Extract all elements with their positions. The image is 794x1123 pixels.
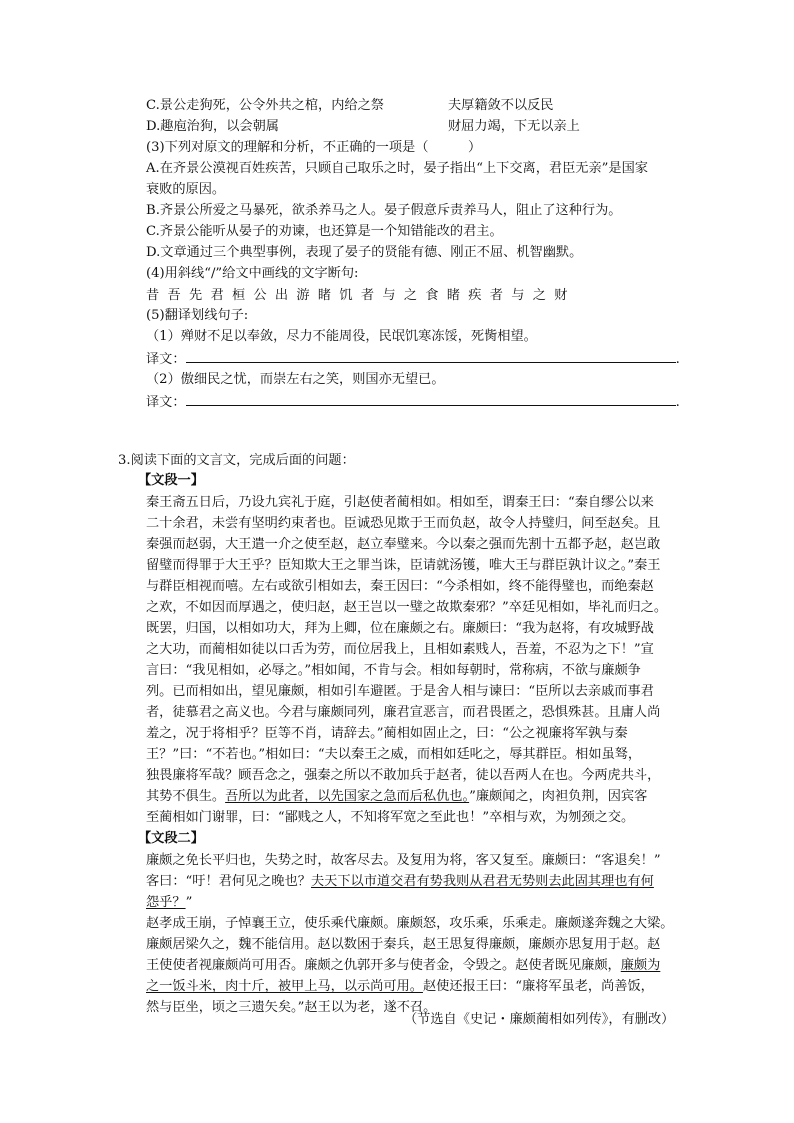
option-d-left: D.趣庖治狗，以会朝属	[146, 119, 279, 134]
passage-2-line: 廉颇居梁久之，魏不能信用。赵以数困于秦兵，赵王思复得廉颇，廉颇亦思复用于赵。赵	[146, 937, 661, 952]
underlined-sentence-translate: 廉颇为	[620, 958, 661, 973]
question-3-option-d: D.文章通过三个典型事例，表现了晏子的贤能有德、刚正不屈、机智幽默。	[146, 245, 583, 260]
passage-1-label: 【文段一】	[138, 473, 204, 488]
question-5-stem: (5)翻译划线句子:	[146, 308, 249, 323]
passage-1-line: 独畏廉将军哉？顾吾念之，强秦之所以不敢加兵于赵者，徒以吾两人在也。今两虎共斗，	[146, 768, 661, 783]
translation-label: 译文：	[146, 352, 186, 367]
passage-2-line-with-underline: 之一饭斗米，肉十斤，被甲上马，以示尚可用。赵使还报王曰：“廉将军虽老，尚善饭，	[146, 979, 654, 994]
question-4-stem: (4)用斜线“/”给文中画线的文字断句:	[146, 266, 359, 281]
passage-1-line: 列。已而相如出，望见廉颇，相如引车避匿。于是舍人相与谏曰：“臣所以去亲戚而事君	[146, 684, 654, 699]
passage-2-line: 赵孝成王崩，子悼襄王立，使乐乘代廉颇。廉颇怒，攻乐乘，乐乘走。廉颇遂奔魏之大梁。	[146, 916, 674, 931]
passage-1-line: 秦强而赵弱，大王遣一介之使至赵，赵立奉璧来。今以秦之强而先割十五都予赵，赵岂敢	[146, 537, 661, 552]
question-3-option-c: C.齐景公能听从晏子的劝谏，也还算是一个知错能改的君主。	[146, 224, 503, 239]
translation-label: 译文：	[146, 395, 186, 410]
passage-1-line: 之欢，不如因而厚遇之，使归赵，赵王岂以一璧之故欺秦邪？”卒廷见相如，毕礼而归之。	[146, 600, 668, 615]
translation-answer-line-2[interactable]	[186, 391, 676, 406]
option-c-right: 夫厚籍敛不以反民	[448, 98, 554, 113]
underlined-sentence-translate-cont: 之一饭斗米，肉十斤，被甲上马，以示尚可用。	[146, 979, 423, 994]
translation-row-1: 译文： .	[146, 348, 680, 370]
question-3-stem: (3)下列对原文的理解和分析，不正确的一项是（ ）	[146, 140, 482, 155]
passage-1-line: 留璧而得罪于大王乎？臣知欺大王之罪当诛，臣请就汤镬，唯大王与群臣孰计议之。”秦王	[146, 558, 661, 573]
passage-2-line: 廉颇之免长平归也，失势之时，故客尽去。及复用为将，客又复至。廉颇曰：“客退矣！”	[146, 853, 661, 868]
passage-2-line: 然与臣坐，顷之三遗矢矣。”赵王以为老，遂不召。	[146, 1000, 437, 1015]
source-citation: （节选自《史记・廉颇蔺相如列传》，有删改）	[404, 1012, 675, 1027]
question-3-option-a-line1: A.在齐景公漠视百姓疾苦，只顾自己取乐之时，晏子指出“上下交离，君臣无亲”是国家	[146, 161, 648, 176]
passage-2-line-with-underline: 客曰：“吁！君何见之晚也？夫天下以市道交君有势我则从君君无势则去此固其理也有何	[146, 874, 654, 889]
passage-1-line: 者，徒慕君之高义也。今君与廉颇同列，廉君宣恶言，而君畏匿之，恐惧殊甚。且庸人尚	[146, 705, 661, 720]
translation-row-2: 译文： .	[146, 391, 680, 413]
passage-2-line-with-underline: 王使使者视廉颇尚可用否。廉颇之仇郭开多与使者金，令毁之。赵使者既见廉颇，廉颇为	[146, 958, 661, 973]
translation-answer-line-1[interactable]	[186, 348, 676, 363]
question-4-text: 昔吾先君桓公出游睹饥者与之食睹疾者与之财	[146, 288, 576, 303]
question-3-option-b: B.齐景公所爱之马暴死，欲杀养马之人。晏子假意斥责养马人，阻止了这种行为。	[146, 203, 622, 218]
passage-1-line: 既罢，归国，以相如功大，拜为上卿，位在廉颇之右。廉颇曰：“我为赵将，有攻城野战	[146, 621, 654, 636]
question-3-option-a-line2: 衰败的原因。	[146, 182, 226, 197]
underlined-sentence: 吾所以为此者，以先国家之急而后私仇也。	[225, 789, 470, 804]
passage-1-line: 与群臣相视而嘻。左右或欲引相如去，秦王因曰：“今杀相如，终不能得璧也，而绝秦赵	[146, 579, 654, 594]
question-5-sentence-1: （1）殚财不足以奉敛，尽力不能周役，民氓饥寒冻馁，死胔相望。	[146, 329, 537, 344]
passage-2-line-with-underline: 怨乎？”	[146, 895, 193, 910]
passage-1-line: 之大功，而蔺相如徒以口舌为劳，而位居我上，且相如素贱人，吾羞，不忍为之下！”宣	[146, 642, 654, 657]
passage-1-line: 秦王斋五日后，乃设九宾礼于庭，引赵使者蔺相如。相如至，谓秦王曰：“秦自缪公以来	[146, 495, 654, 510]
passage-1-line: 至蔺相如门谢罪，曰：“鄙贱之人，不知将军宽之至此也！”卒相与欢，为刎颈之交。	[146, 810, 635, 825]
question-5-sentence-2: （2）傲细民之忧，而崇左右之笑，则国亦无望已。	[146, 372, 445, 387]
option-c-left: C.景公走狗死，公令外共之棺，内给之祭	[146, 98, 384, 113]
underlined-sentence-break: 夫天下以市道交君有势我则从君君无势则去此固其理也有何	[311, 874, 654, 889]
passage-1-line-with-underline: 其势不俱生。吾所以为此者，以先国家之急而后私仇也。”廉颇闻之，肉袒负荆，因宾客	[146, 789, 648, 804]
passage-1-line: 王？”曰：“不若也。”相如曰：“夫以秦王之威，而相如廷叱之，辱其群臣。相如虽驽，	[146, 747, 642, 762]
question-3-heading: 3.阅读下面的文言文，完成后面的问题：	[118, 453, 355, 468]
passage-1-line: 二十余君，未尝有坚明约束者也。臣诚恐见欺于王而负赵，故令人持璧归，间至赵矣。且	[146, 516, 661, 531]
underlined-sentence-break-cont: 怨乎？	[146, 895, 186, 910]
passage-1-line: 羞之，况于将相乎？臣等不肖，请辞去。”蔺相如固止之，曰：“公之视廉将军孰与秦	[146, 726, 628, 741]
passage-2-label: 【文段二】	[138, 831, 204, 846]
option-d-right: 财屈力竭，下无以亲上	[448, 119, 580, 134]
passage-1-line: 言曰：“我见相如，必辱之。”相如闻，不肯与会。相如每朝时，常称病，不欲与廉颇争	[146, 663, 641, 678]
